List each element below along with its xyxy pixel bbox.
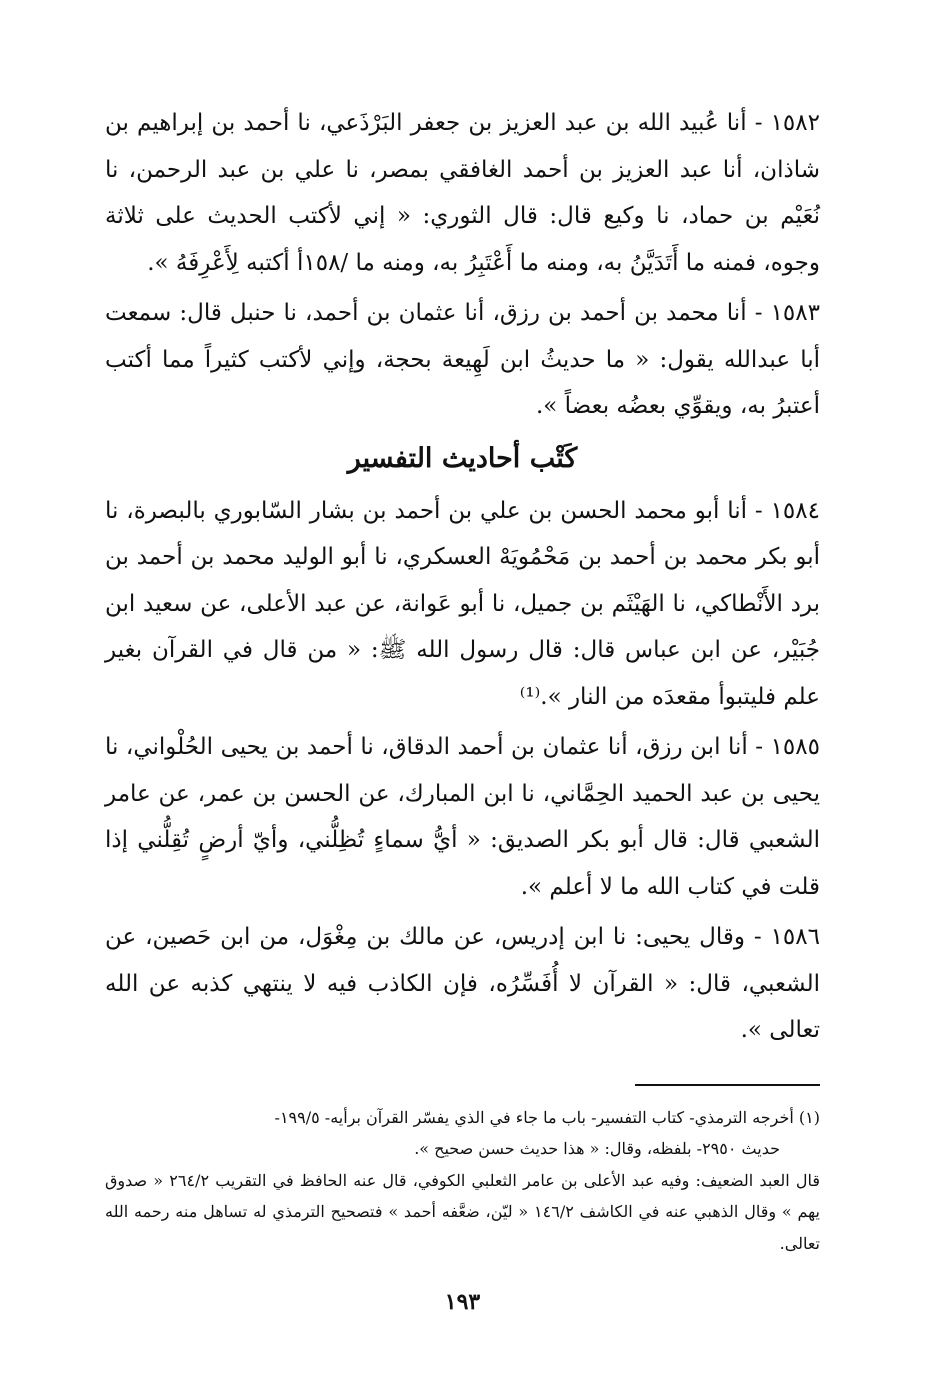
footnote-1-line-2: حديث ٢٩٥٠- بلفظه، وقال: « هذا حديث حسن صحيح ». [414,1139,780,1158]
hadith-1585: ١٥٨٥ - أنا ابن رزق، أنا عثمان بن أحمد الدقاق، نا أحمد بن يحيى الحُلْواني، نا يحيى بن عبد الحميد الحِمَّاني، نا ابن المبارك، عن الحسن بن عمر، عن عامر الشعبي قال: قال أبو بكر الصديق: « أيُّ سماءٍ تُظِلُّني، وأيّ أرضٍ تُقِلُّني إذا قلت في كتاب الله ما لا أعلم ». [105,734,820,900]
hadith-1584: ١٥٨٤ - أنا أبو محمد الحسن بن علي بن أحمد بن بشار السّابوري بالبصرة، نا أبو بكر محمد بن أحمد بن مَحْمُويَهْ العسكري، نا أبو الوليد محمد بن أحمد بن برد الأَنْطاكي، نا الهَيْثَم بن جميل، نا أبو عَوانة، عن عبد الأعلى، عن سعيد ابن جُبَيْر، عن ابن عباس قال: قال رسول الله ﷺ: « من قال في القرآن بغير علم فليتبوأ مقعدَه من النار ».⁽¹⁾ [105,497,820,710]
page-body [105,100,820,1259]
footnote-1-line-1: (١) أخرجه الترمذي- كتاب التفسير- باب ما جاء في الذي يفسّر القرآن برأيه- ١٩٩/٥- [274,1107,820,1127]
hadith-1583: ١٥٨٣ - أنا محمد بن أحمد بن رزق، أنا عثمان بن أحمد، نا حنبل قال: سمعت أبا عبدالله يقول: « ما حديثُ ابن لَهِيعة بحجة، وإني لأكتب كثيراً مما أكتب أعتبرُ به، ويقوِّي بعضُه بعضاً ». [105,300,820,419]
footnote-commentary: قال العبد الضعيف: وفيه عبد الأعلى بن عامر الثعلبي الكوفي، قال عنه الحافظ في التقريب ٢٦٤/٢ « صدوق يهم » وقال الذهبي عنه في الكاشف ١٤٦/٢ « ليّن، ضعَّفه أحمد » فتصحيح الترمذي له تساهل منه رحمه الله تعالى. [105,1170,821,1253]
hadith-1582: ١٥٨٢ - أنا عُبيد الله بن عبد العزيز بن جعفر البَرْذَعي، نا أحمد بن إبراهيم بن شاذان، أنا عبد العزيز بن أحمد الغافقي بمصر، نا علي بن عبد الرحمن، نا نُعَيْم بن حماد، نا وكيع قال: قال الثوري: « إني لأكتب الحديث على ثلاثة وجوه، فمنه ما أَتَدَيَّنُ به، ومنه ما أَعْتَبِرُ به، ومنه ما /١٥٨أ أكتبه لِأَعْرِفَهُ ». [105,110,820,276]
footnote-divider [635,1084,820,1086]
page-number: ١٩٣ [444,1289,481,1315]
hadith-1586: ١٥٨٦ - وقال يحيى: نا ابن إدريس، عن مالك بن مِغْوَل، من ابن حَصين، عن الشعبي، قال: « القرآن لا أُفَسِّرُه، فإن الكاذب فيه لا ينتهي كذبه عن الله تعالى ». [105,924,820,1043]
section-heading: كَتْب أحاديث التفسير [347,442,578,474]
